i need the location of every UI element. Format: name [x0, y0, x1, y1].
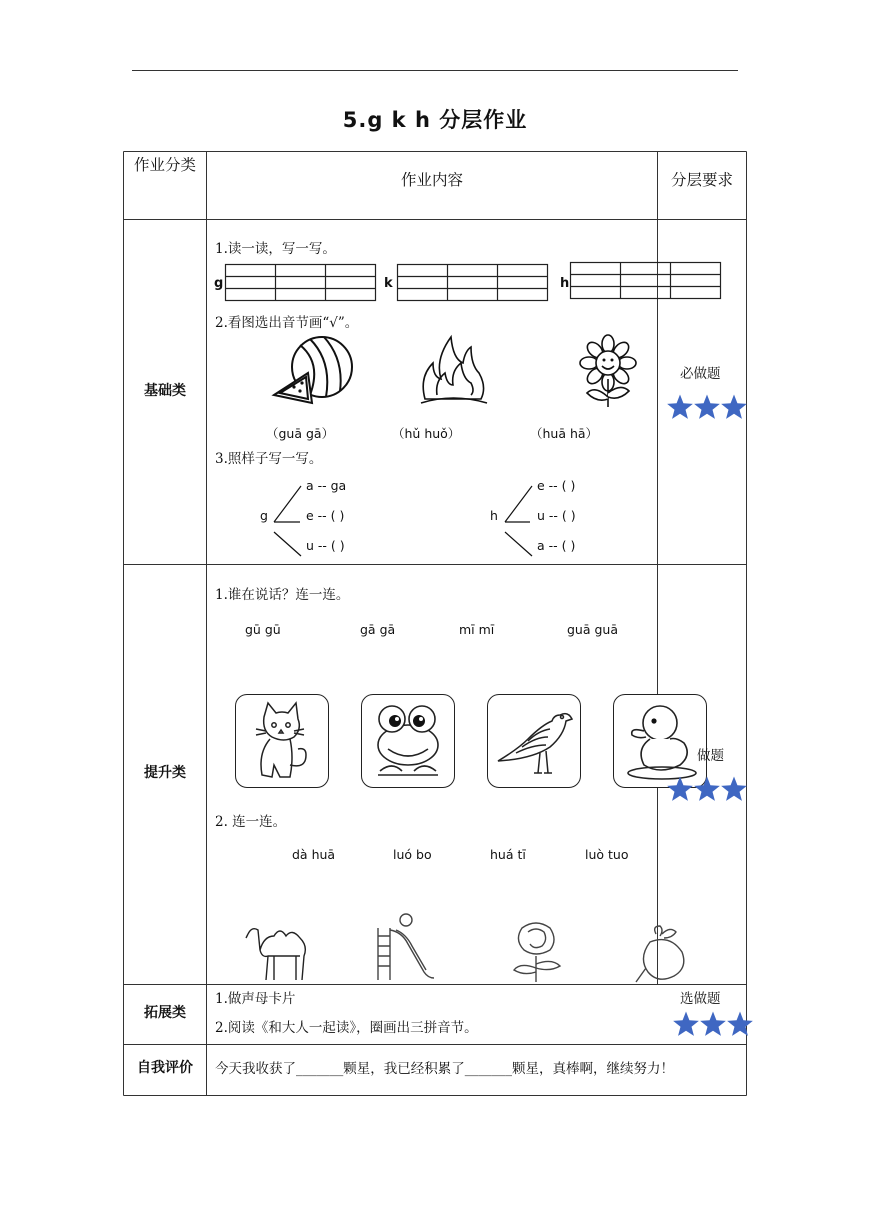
extended-label: 拓展类 — [144, 1005, 186, 1021]
pigeon-card[interactable] — [487, 694, 581, 788]
word-label: luò tuo — [585, 847, 629, 862]
sound-label: gā gā — [360, 622, 396, 637]
star-icon — [667, 777, 693, 801]
cat-picture — [236, 695, 328, 787]
extended-stars — [672, 1011, 752, 1037]
advanced-q1: 1.谁在说话？连一连。 — [215, 587, 350, 603]
pigeon-picture — [488, 695, 580, 787]
word-label: dà huā — [292, 847, 336, 862]
star-icon — [694, 395, 720, 419]
star-icon — [721, 777, 747, 801]
radish-picture — [630, 924, 690, 984]
slide-picture — [372, 912, 438, 982]
basic-label: 基础类 — [144, 383, 186, 399]
advanced-label: 提升类 — [144, 765, 186, 781]
sound-label: mī mī — [459, 622, 495, 637]
branch-left-item: a -- ga — [306, 478, 347, 493]
duck-picture — [614, 695, 706, 787]
basic-stars — [666, 394, 746, 420]
advanced-stars — [666, 776, 746, 802]
choice-fire: （hǔ huǒ） — [392, 426, 461, 441]
sound-label: guā guā — [567, 622, 619, 637]
rose-picture — [506, 918, 568, 984]
star-icon — [721, 395, 747, 419]
cat-card[interactable] — [235, 694, 329, 788]
page-title: 5.g k h 分层作业 — [342, 108, 528, 132]
branch-left-item: u -- ( ) — [306, 538, 345, 553]
self-text: 今天我收获了_______颗星，我已经积累了_______颗星，真棒啊，继续努力！ — [215, 1061, 674, 1077]
choice-watermelon: （guā gā） — [266, 426, 335, 441]
extended-item1: 1.做声母卡片 — [215, 991, 296, 1007]
self-label: 自我评价 — [137, 1060, 193, 1076]
branch-left-root: g — [260, 508, 268, 523]
star-icon — [667, 395, 693, 419]
header-category: 作业分类 — [133, 156, 196, 174]
frog-picture — [362, 695, 454, 787]
advanced-q2: 2. 连一连。 — [215, 814, 287, 830]
basic-q2: 2.看图选出音节画“√”。 — [215, 315, 359, 331]
sound-label: gū gū — [245, 622, 281, 637]
branch-lines — [0, 0, 870, 570]
word-label: luó bo — [393, 847, 432, 862]
header-content: 作业内容 — [400, 171, 463, 189]
branch-right-item: a -- ( ) — [537, 538, 576, 553]
word-label: huá tī — [490, 847, 526, 862]
letter-h: h — [560, 276, 570, 291]
basic-q1: 1.读一读，写一写。 — [215, 241, 336, 257]
advanced-requirement: 做题 — [697, 748, 724, 764]
letter-g: g — [214, 276, 224, 291]
basic-q3: 3.照样子写一写。 — [215, 451, 323, 467]
star-icon — [694, 777, 720, 801]
choice-flower: （huā hā） — [530, 426, 599, 441]
letter-k: k — [384, 276, 393, 291]
branch-right-item: u -- ( ) — [537, 508, 576, 523]
duck-card[interactable] — [613, 694, 707, 788]
star-icon — [673, 1012, 699, 1036]
star-icon — [727, 1012, 753, 1036]
basic-requirement: 必做题 — [680, 366, 721, 382]
frog-card[interactable] — [361, 694, 455, 788]
branch-right-item: e -- ( ) — [537, 478, 576, 493]
extended-item2: 2.阅读《和大人一起读》，圈画出三拼音节。 — [215, 1020, 478, 1036]
branch-right-root: h — [490, 508, 498, 523]
star-icon — [700, 1012, 726, 1036]
extended-requirement: 选做题 — [680, 991, 721, 1007]
camel-picture — [244, 920, 314, 982]
header-requirement: 分层要求 — [670, 171, 733, 189]
branch-left-item: e -- ( ) — [306, 508, 345, 523]
